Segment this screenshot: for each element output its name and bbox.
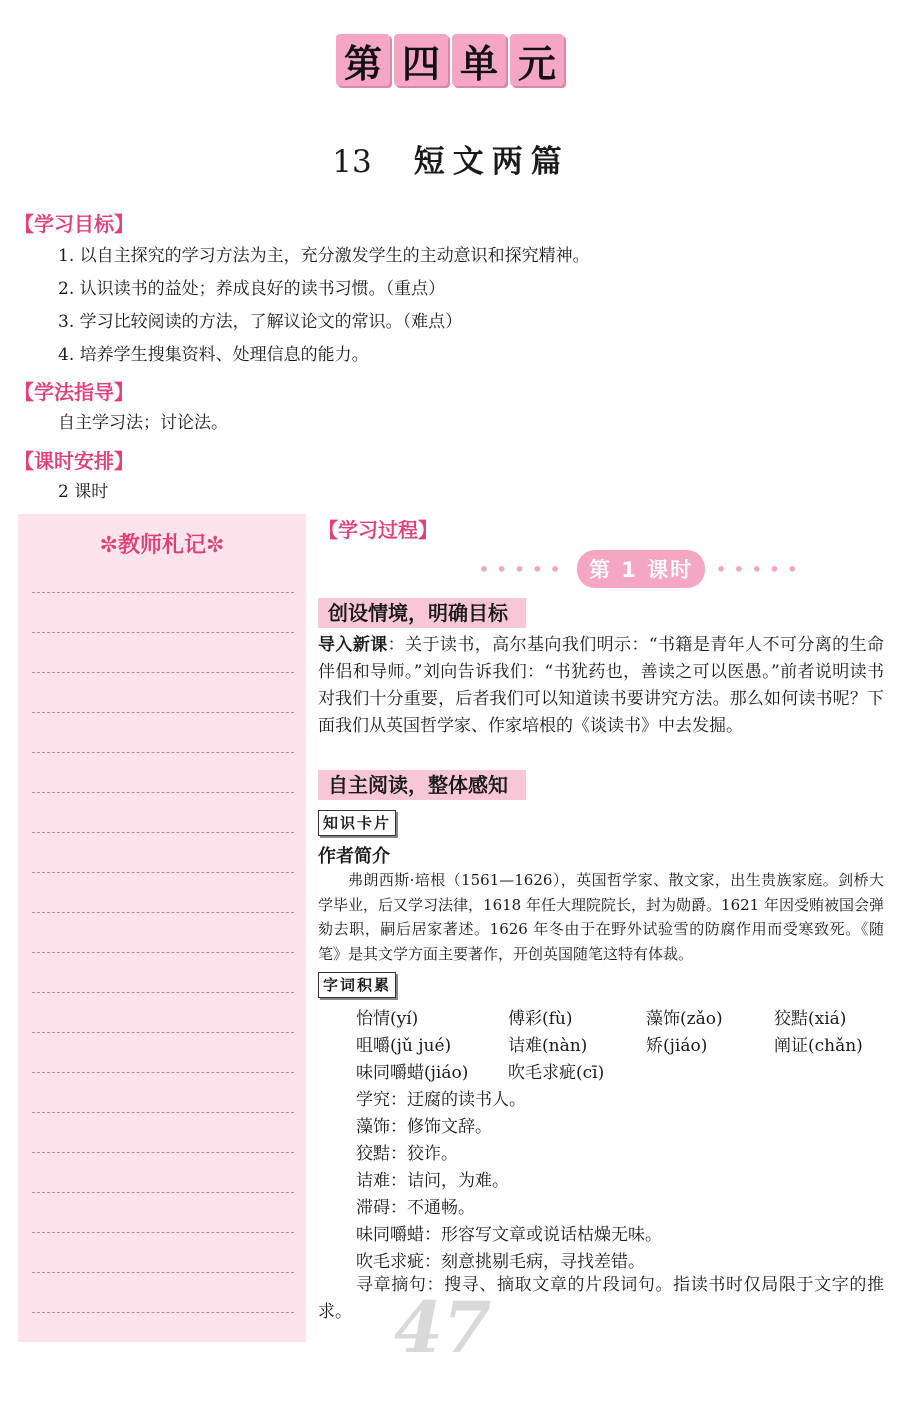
note-line — [32, 1152, 294, 1153]
note-line — [32, 632, 294, 633]
goal-item: 3. 学习比较阅读的方法，了解议论文的常识。（难点） — [58, 312, 463, 332]
vocab-word: 傅彩(fù) — [508, 1009, 573, 1029]
note-line — [32, 592, 294, 593]
lesson-name: 短文两篇 — [413, 144, 570, 180]
note-line — [32, 712, 294, 713]
section1-title: 创设情境，明确目标 — [318, 598, 526, 628]
vocab-tag: 字词积累 — [318, 972, 396, 998]
vocab-word: 味同嚼蜡(jiáo) — [356, 1063, 469, 1083]
page-number: 47 — [394, 1286, 492, 1369]
section1-text: ：关于读书，高尔基向我们明示：“书籍是青年人不可分离的生命伴侣和导师。”刘向告诉我们：“书犹药也，善读之可以医愚。”前者说明读书对我们十分重要，后者我们可以知道读书要讲究方法。那么如何读书呢？下面我们从英国哲学家、作家培根的《谈读书》中去发掘。 — [318, 635, 884, 736]
section1-paragraph — [318, 632, 884, 740]
definition: 滞碍：不通畅。 — [356, 1198, 475, 1218]
lesson-title — [0, 136, 902, 181]
vocab-word: 矫(jiáo) — [646, 1036, 708, 1056]
note-line — [32, 992, 294, 993]
author-text: 弗朗西斯·培根（1561—1626），英国哲学家、散文家，出生贵族家庭。剑桥大学毕业，后又学习法律，1618 年任大理院院长，封为勋爵。1621 年因受贿被国会弹劾去职，嗣后居家著述。1626 年冬由于在野外试验雪的防腐作用而受寒致死。《随笔》是其文学方面主要著作，开创英国随笔这特有体裁。 — [318, 871, 884, 963]
definition: 诘难：诘问，为难。 — [356, 1171, 509, 1191]
goal-item: 1. 以自主探究的学习方法为主，充分激发学生的主动意识和探究精神。 — [58, 246, 590, 266]
vocab-word: 怡情(yí) — [356, 1009, 419, 1029]
vocab-word: 咀嚼(jǔ jué) — [356, 1036, 452, 1056]
teacher-notes-title: ✼教师札记✼ — [99, 533, 225, 558]
goal-item: 4. 培养学生搜集资料、处理信息的能力。 — [58, 345, 369, 365]
note-line — [32, 872, 294, 873]
lesson-number: 13 — [332, 144, 372, 180]
vocab-word: 藻饰(zǎo) — [646, 1009, 723, 1029]
vocab-word: 阐证(chǎn) — [774, 1036, 863, 1056]
note-line — [32, 792, 294, 793]
note-line — [32, 1312, 294, 1313]
schedule-text: 2 课时 — [58, 482, 109, 502]
author-heading: 作者简介 — [318, 846, 390, 867]
note-line — [32, 912, 294, 913]
note-line — [32, 1232, 294, 1233]
method-text: 自主学习法；讨论法。 — [58, 413, 228, 433]
unit-char: 单 — [452, 34, 506, 86]
note-line — [32, 1032, 294, 1033]
section2-title: 自主阅读，整体感知 — [318, 770, 526, 800]
note-line — [32, 1112, 294, 1113]
definition: 藻饰：修饰文辞。 — [356, 1117, 492, 1137]
schedule-heading: 【课时安排】 — [14, 449, 134, 473]
unit-char: 元 — [510, 34, 564, 86]
vocab-word: 狡黠(xiá) — [774, 1009, 847, 1029]
period-banner — [478, 550, 804, 588]
unit-title — [336, 34, 564, 86]
knowledge-card-tag: 知识卡片 — [318, 810, 396, 836]
definition-last: 寻章摘句：搜寻、摘取文章的片段词句。指读书时仅局限于文字的推求。 — [318, 1275, 884, 1322]
period-label: 第 1 课时 — [577, 550, 705, 588]
goals-heading: 【学习目标】 — [14, 212, 134, 236]
dots-decoration: ••••• — [715, 557, 805, 581]
dots-decoration: ••••• — [478, 557, 567, 581]
vocab-word: 吹毛求疵(cī) — [508, 1063, 605, 1083]
unit-char: 四 — [394, 34, 448, 86]
definition: 学究：迂腐的读书人。 — [356, 1090, 526, 1110]
process-heading: 【学习过程】 — [318, 518, 438, 542]
definition: 味同嚼蜡：形容写文章或说话枯燥无味。 — [356, 1225, 662, 1245]
note-line — [32, 832, 294, 833]
definition: 狡黠：狡诈。 — [356, 1144, 458, 1164]
definition: 吹毛求疵：刻意挑剔毛病，寻找差错。 — [356, 1252, 645, 1272]
vocab-word: 诘难(nàn) — [508, 1036, 588, 1056]
section1-lead: 导入新课 — [318, 635, 388, 655]
note-line — [32, 672, 294, 673]
method-heading: 【学法指导】 — [14, 380, 134, 404]
note-line — [32, 752, 294, 753]
note-line — [32, 952, 294, 953]
note-line — [32, 1072, 294, 1073]
goal-item: 2. 认识读书的益处；养成良好的读书习惯。（重点） — [58, 279, 446, 299]
teacher-notes-panel — [18, 514, 306, 1342]
unit-char: 第 — [336, 34, 390, 86]
note-line — [32, 1192, 294, 1193]
note-line — [32, 1272, 294, 1273]
